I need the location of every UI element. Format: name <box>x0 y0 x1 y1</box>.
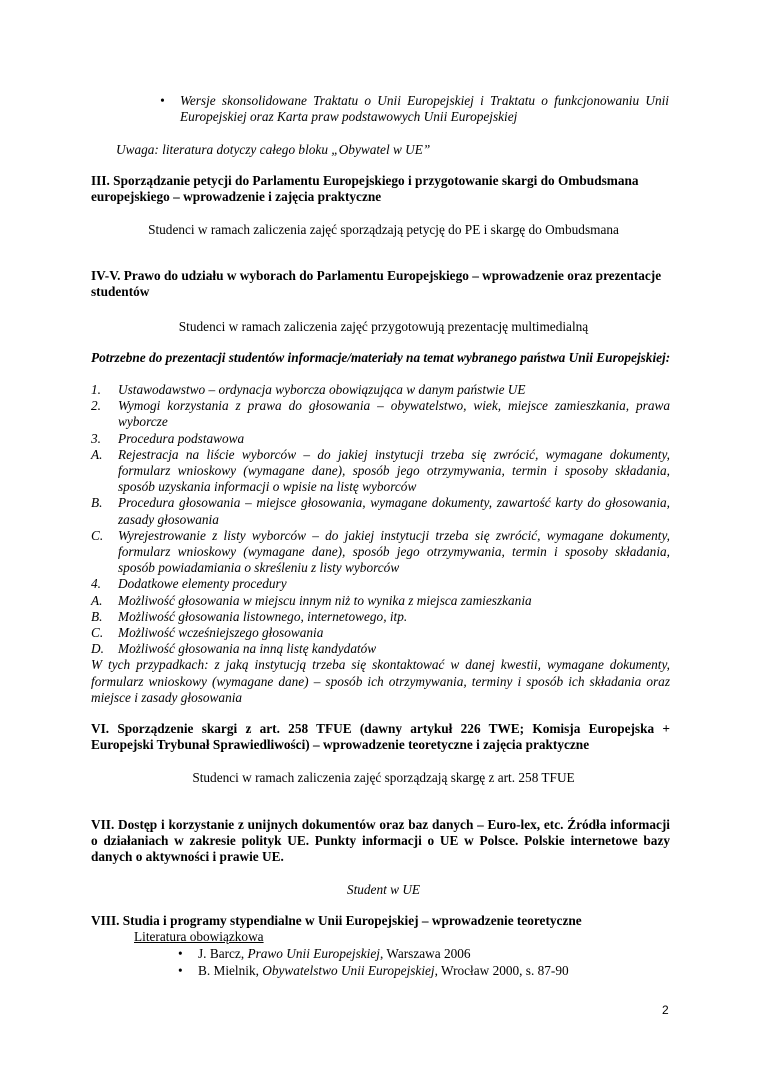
list-marker: A. <box>91 592 103 608</box>
list-item-text: Możliwość głosowania w miejscu innym niż to wynika z miejsca zamieszkania <box>118 592 532 608</box>
list-item <box>91 431 670 447</box>
list-item <box>91 593 670 609</box>
list-item-text: Możliwość wcześniejszego głosowania <box>118 625 324 641</box>
list-closing-note: W tych przypadkach: z jaką instytucją trzeba się skontaktować w danej kwestii, wymagane dokumenty, formularz wnioskowy (wymagane dane) – sposób ich otrzymywania, terminy i sposób ich składania oraz miejsce i zasady głosowania <box>91 657 670 705</box>
list-item <box>91 625 670 641</box>
reference-title: Obywatelstwo Unii Europejskiej <box>262 963 435 978</box>
list-marker: A. <box>91 446 103 462</box>
list-item-text: Możliwość głosowania na inną listę kandydatów <box>118 641 377 657</box>
list-item <box>91 382 670 398</box>
reference-details: , Wrocław 2000, s. 87-90 <box>434 963 569 978</box>
reference-author: B. Mielnik, <box>198 963 263 978</box>
list-item <box>91 576 670 592</box>
list-item-text: Procedura głosowania – miejsce głosowania, wymagane dokumenty, zawartość karty do głosowania, zasady głosowania <box>118 495 670 527</box>
list-marker: C. <box>91 527 104 543</box>
requirements-list <box>91 382 670 706</box>
list-item-text: Dodatkowe elementy procedury <box>118 576 287 592</box>
section-4-5-note: Studenci w ramach zaliczenia zajęć przygotowują prezentację multimedialną <box>178 319 589 334</box>
block-title: Student w UE <box>346 882 421 897</box>
section-4-5-intro: Potrzebne do prezentacji studentów informacje/materiały na temat wybranego państwa Unii Europejskiej: <box>91 350 671 365</box>
section-3-note: Studenci w ramach zaliczenia zajęć sporządzają petycję do PE i skargę do Ombudsmana <box>148 222 619 237</box>
list-marker: D. <box>91 641 104 657</box>
section-3-heading: III. Sporządzanie petycji do Parlamentu Europejskiego i przygotowanie skargi do Ombudsmana europejskiego – wprowadzenie i zajęcia praktyczne <box>91 173 639 205</box>
reference-title: Prawo Unii Europejskiej <box>247 946 380 961</box>
top-bullet-item <box>160 93 669 125</box>
bullet-icon: • <box>178 963 183 978</box>
list-marker: 4. <box>91 576 101 592</box>
section-6-heading: VI. Sporządzenie skargi z art. 258 TFUE (dawny artykuł 226 TWE; Komisja Europejska + Europejski Trybunał Sprawiedliwości) – wprowadzenie teoretyczne i zajęcia praktyczne <box>91 721 670 753</box>
list-item <box>91 398 670 430</box>
list-marker: 2. <box>91 398 101 414</box>
section-6-note: Studenci w ramach zaliczenia zajęć sporządzają skargę z art. 258 TFUE <box>192 770 575 785</box>
list-item <box>91 495 670 527</box>
list-marker: B. <box>91 495 103 511</box>
list-marker: C. <box>91 625 104 641</box>
list-item-text: Ustawodawstwo – ordynacja wyborcza obowiązująca w danym państwie UE <box>118 382 526 397</box>
reference-details: , Warszawa 2006 <box>379 946 471 961</box>
section-7-heading: VII. Dostęp i korzystanie z unijnych dokumentów oraz baz danych – Euro-lex, etc. Źródła informacji o działaniach w zakresie polityk UE. Punkty informacji o UE w Polsce. Polskie internetowe bazy danych o aktywności i prawie UE. <box>91 817 670 865</box>
bullet-icon: • <box>178 946 183 961</box>
reference-item <box>178 946 668 962</box>
list-item-text: Rejestracja na liście wyborców – do jakiej instytucji trzeba się zwrócić, wymagane dokumenty, formularz wnioskowy (wymagane dane), sposób jego otrzymywania, termin i sposoby składania, sposób uzyskania informacji o wpisie na listę wyborców <box>118 446 670 495</box>
list-item <box>91 641 670 657</box>
list-item <box>91 447 670 496</box>
reference-author: J. Barcz, <box>198 946 248 961</box>
list-marker: 3. <box>91 430 101 446</box>
list-item-text: Wyrejestrowanie z listy wyborców – do jakiej instytucji trzeba się zwrócić, wymagane dokumenty, formularz wnioskowy (wymagane dane), sposób jego otrzymywania, termin i sposoby składania, sposób powiadamiania o skreśleniu z listy wyborców <box>118 527 670 576</box>
section-4-5-heading: IV-V. Prawo do udziału w wyborach do Parlamentu Europejskiego – wprowadzenie oraz prezentacje studentów <box>91 268 662 300</box>
list-item-text: Procedura podstawowa <box>118 430 245 446</box>
literature-label: Literatura obowiązkowa <box>134 929 264 944</box>
list-item-text: Możliwość głosowania listownego, internetowego, itp. <box>118 608 408 624</box>
bullet-icon: • <box>160 93 165 108</box>
section-8-heading: VIII. Studia i programy stypendialne w Unii Europejskiej – wprowadzenie teoretyczne <box>91 913 582 928</box>
page-number: 2 <box>662 1003 669 1017</box>
literature-note: Uwaga: literatura dotyczy całego bloku „Obywatel w UE” <box>116 142 431 157</box>
list-marker: B. <box>91 608 103 624</box>
reference-item <box>178 963 668 979</box>
list-item <box>91 528 670 577</box>
list-marker: 1. <box>91 382 101 397</box>
list-item <box>91 609 670 625</box>
list-item-text: Wymogi korzystania z prawa do głosowania – obywatelstwo, wiek, miejsce zamieszkania, prawa wyborcze <box>118 398 670 430</box>
top-bullet-text: Wersje skonsolidowane Traktatu o Unii Europejskiej i Traktatu o funkcjonowaniu Unii Europejskiej oraz Karta praw podstawowych Unii Europejskiej <box>180 93 669 125</box>
